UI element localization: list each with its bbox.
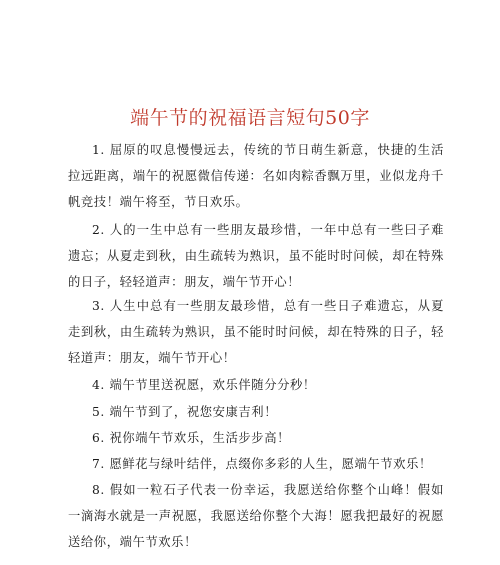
paragraph-3: 3. 人生中总有一些朋友最珍惜，总有一些日子难遗忘，从夏走到秋，由生疏转为熟识，虽不能时时问候，却在特殊的日子，轻轻道声：朋友，端午节开心！ — [68, 299, 444, 365]
paragraph-1: 1. 屈原的叹息慢慢远去，传统的节日萌生新意，快捷的生活拉远距离，端午的祝愿微信传递：名如肉粽香飘万里，业似龙舟千帆竞技！端午将至，节日欢乐。 — [68, 143, 444, 209]
paragraph-2: 2. 人的一生中总有一些朋友最珍惜，一年中总有一些曰子难遗忘；从夏走到秋，由生疏转为熟识，虽不能时时问候，却在特殊的日子，轻轻道声：朋友，端午节开心！ — [68, 223, 444, 289]
paragraph-8: 8. 假如一粒石子代表一份幸运，我愿送给你整个山峰！假如一滴海水就是一声祝愿，我愿送给你整个大海！愿我把最好的祝愿送给你，端午节欢乐！ — [68, 483, 444, 549]
document-title: 端午节的祝福语言短句50字 — [130, 107, 370, 129]
paragraph-5: 5. 端午节到了，祝您安康吉利！ — [92, 405, 278, 419]
paragraph-4: 4. 端午节里送祝愿，欢乐伴随分分秒！ — [92, 378, 316, 392]
paragraph-7: 7. 愿鲜花与绿叶结伴，点缀你多彩的人生，愿端午节欢乐！ — [92, 457, 432, 471]
paragraph-6: 6. 祝你端午节欢乐，生活步步高！ — [92, 431, 290, 445]
